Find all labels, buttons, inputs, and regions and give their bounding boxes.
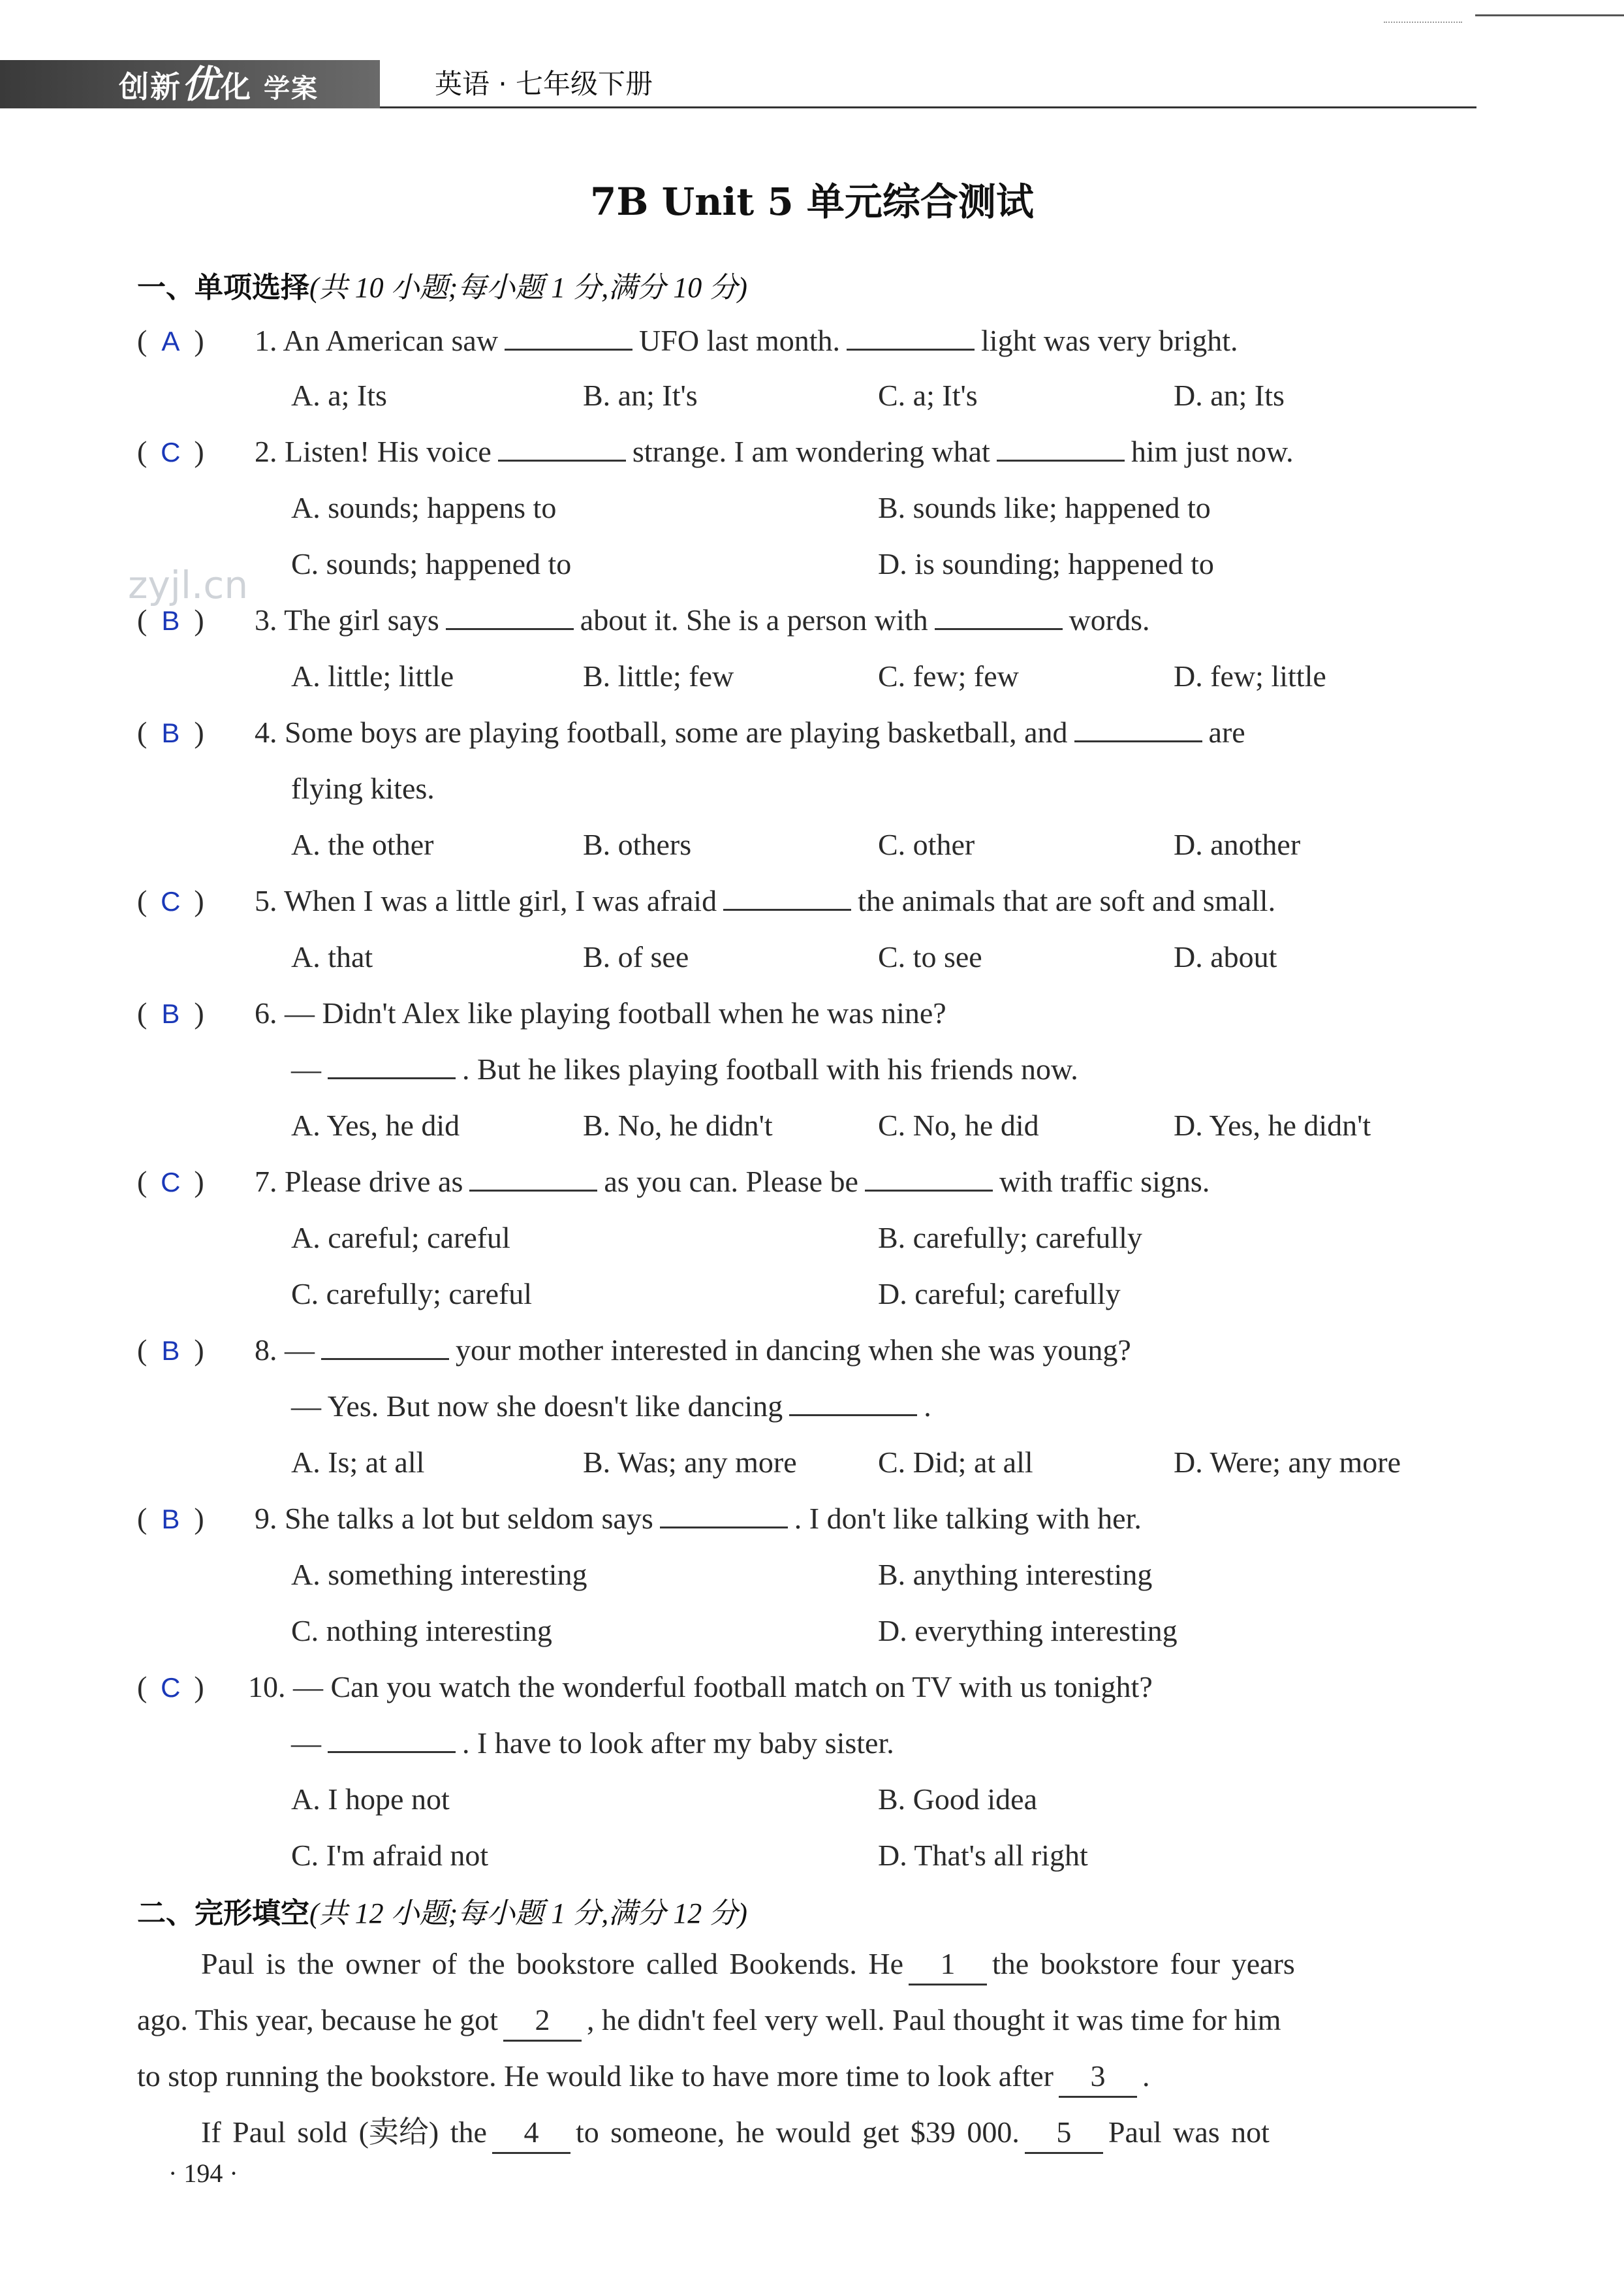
question-10-reply: — . I have to look after my baby sister. — [291, 1726, 894, 1760]
answer-1: A — [161, 326, 180, 356]
page-number: · 194 · — [168, 2159, 238, 2188]
option: B. little; few — [583, 659, 734, 693]
option: C. sounds; happened to — [291, 547, 572, 580]
option: A. sounds; happens to — [291, 491, 557, 524]
blank — [723, 883, 851, 911]
blank — [660, 1500, 788, 1528]
blank — [328, 1051, 456, 1079]
passage-line-1: Paul is the owner of the bookstore called Bookends. He 1 the bookstore four years — [201, 1944, 1539, 1985]
question-4: ( B ) 4. Some boys are playing football, some are playing basketball, and are — [137, 713, 1495, 753]
option: B. No, he didn't — [583, 1109, 773, 1142]
question-8-reply: — Yes. But now she doesn't like dancing . — [291, 1389, 931, 1423]
header-rule — [380, 106, 1476, 108]
section1-heading: 一、单项选择(共 10 小题;每小题 1 分,满分 10 分) — [137, 271, 747, 304]
blank — [505, 323, 632, 351]
option: C. No, he did — [878, 1109, 1039, 1142]
blank — [328, 1725, 456, 1753]
question-7: ( C ) 7. Please drive as as you can. Please be with traffic signs. — [137, 1162, 1495, 1202]
answer-8: B — [161, 1335, 180, 1366]
question-6-reply: — . But he likes playing football with his friends now. — [291, 1052, 1078, 1086]
question-6: ( B ) 6. — Didn't Alex like playing football when he was nine? — [137, 994, 1495, 1034]
blank — [935, 602, 1063, 630]
blank — [1074, 714, 1202, 742]
option: A. the other — [291, 828, 434, 861]
answer-5: C — [161, 886, 181, 917]
cloze-blank-4: 4 — [492, 2113, 570, 2154]
option: B. an; It's — [583, 379, 698, 412]
question-3: ( B ) 3. The girl says about it. She is a person with words. — [137, 601, 1495, 641]
cloze-blank-5: 5 — [1025, 2113, 1103, 2154]
blank — [865, 1163, 993, 1192]
section2-heading: 二、完形填空(共 12 小题;每小题 1 分,满分 12 分) — [137, 1897, 747, 1930]
option: C. nothing interesting — [291, 1614, 552, 1647]
question-1: ( A ) 1. An American saw UFO last month. light was very bright. — [137, 321, 1495, 361]
option: D. about — [1174, 940, 1277, 973]
option: D. Yes, he didn't — [1174, 1109, 1371, 1142]
answer-7: C — [161, 1167, 181, 1197]
option: D. is sounding; happened to — [878, 547, 1214, 580]
passage-line-3: to stop running the bookstore. He would like to have more time to look after 3 . — [137, 2057, 1475, 2098]
option: B. Was; any more — [583, 1446, 797, 1479]
cloze-blank-2: 2 — [503, 2001, 582, 2042]
option: C. to see — [878, 940, 982, 973]
question-4-continued: flying kites. — [291, 772, 435, 805]
option: A. I hope not — [291, 1782, 450, 1816]
option: B. anything interesting — [878, 1558, 1153, 1591]
question-9: ( B ) 9. She talks a lot but seldom says . I don't like talking with her. — [137, 1499, 1495, 1539]
question-8: ( B ) 8. — your mother interested in dancing when she was young? — [137, 1331, 1495, 1370]
page-title: 7B Unit 5 单元综合测试 — [590, 180, 1034, 224]
top-edge-dots — [1384, 22, 1462, 24]
question-2: ( C ) 2. Listen! His voice strange. I am wondering what him just now. — [137, 432, 1495, 472]
blank — [498, 434, 626, 462]
brand-logo: 创新优化 学案 — [119, 62, 319, 106]
option: B. others — [583, 828, 692, 861]
answer-4: B — [161, 718, 180, 748]
watermark: zyjl.cn — [128, 563, 249, 607]
option: C. carefully; careful — [291, 1277, 533, 1310]
option: A. something interesting — [291, 1558, 587, 1591]
option: C. Did; at all — [878, 1446, 1033, 1479]
option: A. careful; careful — [291, 1221, 510, 1254]
option: B. of see — [583, 940, 689, 973]
option: B. Good idea — [878, 1782, 1038, 1816]
option: A. that — [291, 940, 373, 973]
blank — [321, 1332, 449, 1360]
option: B. carefully; carefully — [878, 1221, 1142, 1254]
option: C. few; few — [878, 659, 1019, 693]
option: D. careful; carefully — [878, 1277, 1121, 1310]
option: A. a; Its — [291, 379, 387, 412]
answer-3: B — [161, 605, 180, 636]
top-edge-line — [1475, 14, 1624, 16]
blank — [847, 323, 975, 351]
option: D. an; Its — [1174, 379, 1285, 412]
option: A. Is; at all — [291, 1446, 425, 1479]
blank — [446, 602, 574, 630]
answer-2: C — [161, 437, 181, 467]
cloze-blank-3: 3 — [1059, 2057, 1137, 2098]
option: D. everything interesting — [878, 1614, 1178, 1647]
passage-line-2: ago. This year, because he got 2 , he didn't feel very well. Paul thought it was time for him — [137, 2001, 1475, 2042]
question-5: ( C ) 5. When I was a little girl, I was afraid the animals that are soft and small. — [137, 881, 1495, 921]
option: D. That's all right — [878, 1839, 1088, 1872]
option: A. Yes, he did — [291, 1109, 460, 1142]
question-10: ( C ) 10. — Can you watch the wonderful football match on TV with us tonight? — [137, 1668, 1495, 1707]
option: D. few; little — [1174, 659, 1326, 693]
option: C. I'm afraid not — [291, 1839, 489, 1872]
passage-line-4: If Paul sold (卖给) the 4 to someone, he would get $39 000. 5 Paul was not — [201, 2113, 1539, 2154]
header-subject: 英语 · 七年级下册 — [435, 68, 653, 100]
answer-9: B — [161, 1504, 180, 1534]
blank — [789, 1388, 917, 1416]
blank — [997, 434, 1125, 462]
option: D. another — [1174, 828, 1301, 861]
option: C. a; It's — [878, 379, 978, 412]
option: C. other — [878, 828, 975, 861]
blank — [469, 1163, 597, 1192]
option: B. sounds like; happened to — [878, 491, 1211, 524]
option: D. Were; any more — [1174, 1446, 1401, 1479]
answer-6: B — [161, 998, 180, 1029]
answer-10: C — [161, 1672, 181, 1703]
cloze-blank-1: 1 — [909, 1944, 987, 1985]
option: A. little; little — [291, 659, 454, 693]
